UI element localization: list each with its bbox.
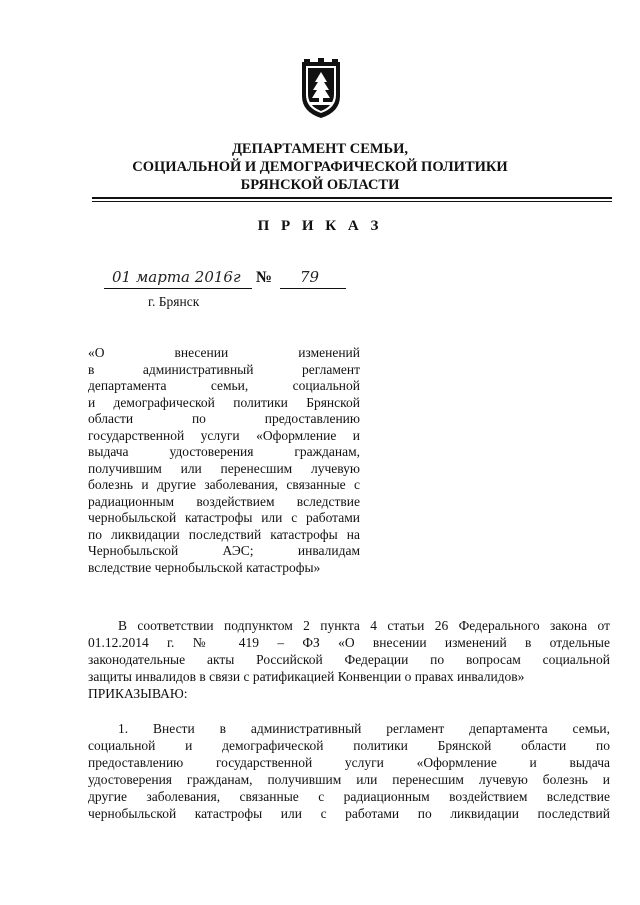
subject-line: Чернобыльской АЭС; инвалидам <box>88 543 360 558</box>
subject-line: государственной услуги «Оформление и <box>88 427 360 443</box>
subject-line: радиационным воздействием вследствие <box>88 493 360 509</box>
preamble-line: В соответствии подпунктом 2 пункта 4 статьи 26 Федерального закона от <box>118 618 610 633</box>
preamble-line: защиты инвалидов в связи с ратификацией Конвенции о правах инвалидов» <box>88 669 525 684</box>
item-line: удостоверения гражданам, получившим или перенесшим лучевую болезнь и <box>88 772 610 787</box>
item-line: другие заболевания, связанные с радиационным воздействием вследствие <box>88 789 610 804</box>
subject-line: по ликвидации последствий катастрофы на <box>88 526 360 542</box>
preamble-paragraph <box>88 617 610 702</box>
item-line: социальной и демографической политики Брянской области по <box>88 738 610 753</box>
subject-line: и демографической политики Брянской <box>88 394 360 410</box>
subject-line: «О внесении изменений <box>88 345 360 360</box>
header-rule-thin <box>92 201 612 202</box>
subject-line: в административный регламент <box>88 361 360 377</box>
department-name-line2: СОЦИАЛЬНОЙ И ДЕМОГРАФИЧЕСКОЙ ПОЛИТИКИ <box>132 159 508 175</box>
subject-line: области по предоставлению <box>88 411 360 426</box>
handwritten-number: 79 <box>300 268 320 286</box>
subject-line: вследствие чернобыльской катастрофы» <box>88 559 321 575</box>
subject-line: болезнь и другие заболевания, связанные с <box>88 477 360 492</box>
order-directive: ПРИКАЗЫВАЮ: <box>88 686 188 701</box>
header-rule-thick <box>92 197 612 199</box>
department-name-line1: ДЕПАРТАМЕНТ СЕМЬИ, <box>231 141 409 157</box>
order-subject <box>88 345 360 576</box>
number-sign: № <box>256 269 273 286</box>
item-line: чернобыльской катастрофы или с работами по ликвидации последствий <box>88 806 610 821</box>
handwritten-date: 01 марта 2016г <box>112 268 241 286</box>
item-line: 1. Внести в административный регламент департамента семьи, <box>118 721 610 736</box>
preamble-line: законодательные акты Российской Федерации по вопросам социальной <box>88 652 610 667</box>
subject-line: получившим или перенесшим лучевую <box>88 460 360 476</box>
item-line: предоставлению государственной услуги «Оформление и выдача <box>88 755 610 770</box>
city: г. Брянск <box>148 294 200 309</box>
coat-of-arms-emblem <box>299 58 343 120</box>
subject-line: выдача удостоверения гражданам, <box>88 444 360 459</box>
department-name-line3: БРЯНСКОЙ ОБЛАСТИ <box>240 177 400 193</box>
item-1-paragraph <box>88 720 610 822</box>
document-title: П Р И К А З <box>257 218 383 234</box>
date-underline <box>104 288 252 289</box>
subject-line: чернобыльской катастрофы или с работами <box>88 510 360 525</box>
preamble-line: 01.12.2014 г. № 419 – ФЗ «О внесении изменений в отдельные <box>88 635 610 650</box>
number-underline <box>280 288 346 289</box>
subject-line: департамента семьи, социальной <box>88 378 360 393</box>
